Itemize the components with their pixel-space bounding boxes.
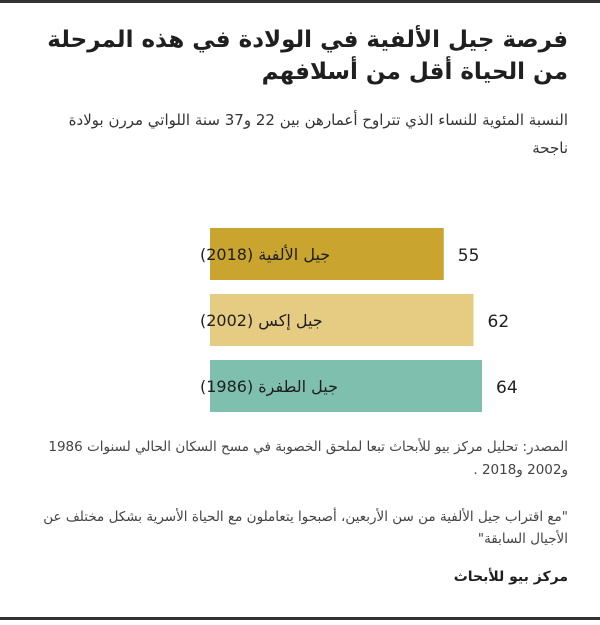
value-label-1: 62 <box>487 312 510 332</box>
value-label-0: 55 <box>457 246 480 266</box>
source-note: المصدر: تحليل مركز بيو للأبحاث تبعا لملحق الخصوبة في مسح السكان الحالي لسنوات 1986 و2002 و2018 . <box>48 439 568 478</box>
category-label-2: جيل الطفرة (1986) <box>200 377 338 396</box>
chart-title: فرصة جيل الألفية في الولادة في هذه المرحلة من الحياة أقل من أسلافهم <box>47 27 568 85</box>
category-label-1: جيل إكس (2002) <box>200 311 323 330</box>
value-label-2: 64 <box>496 378 518 398</box>
bottom-rule <box>0 617 600 620</box>
quote-note: "مع اقتراب جيل الألفية من سن الأربعين، أصبحوا يتعاملون مع الحياة الأسرية بشكل مختلف عن الأجيال السابقة" <box>43 509 568 547</box>
category-label-0: جيل الألفية (2018) <box>200 245 331 264</box>
chart-subtitle: النسبة المئوية للنساء الذي تتراوح أعمارهن بين 22 و37 سنة اللواتي مررن بولادة ناجحة <box>68 111 568 157</box>
brand-logo-text: مركز بيو للأبحاث <box>453 569 568 585</box>
bar-chart <box>0 210 600 420</box>
top-rule <box>0 0 600 3</box>
